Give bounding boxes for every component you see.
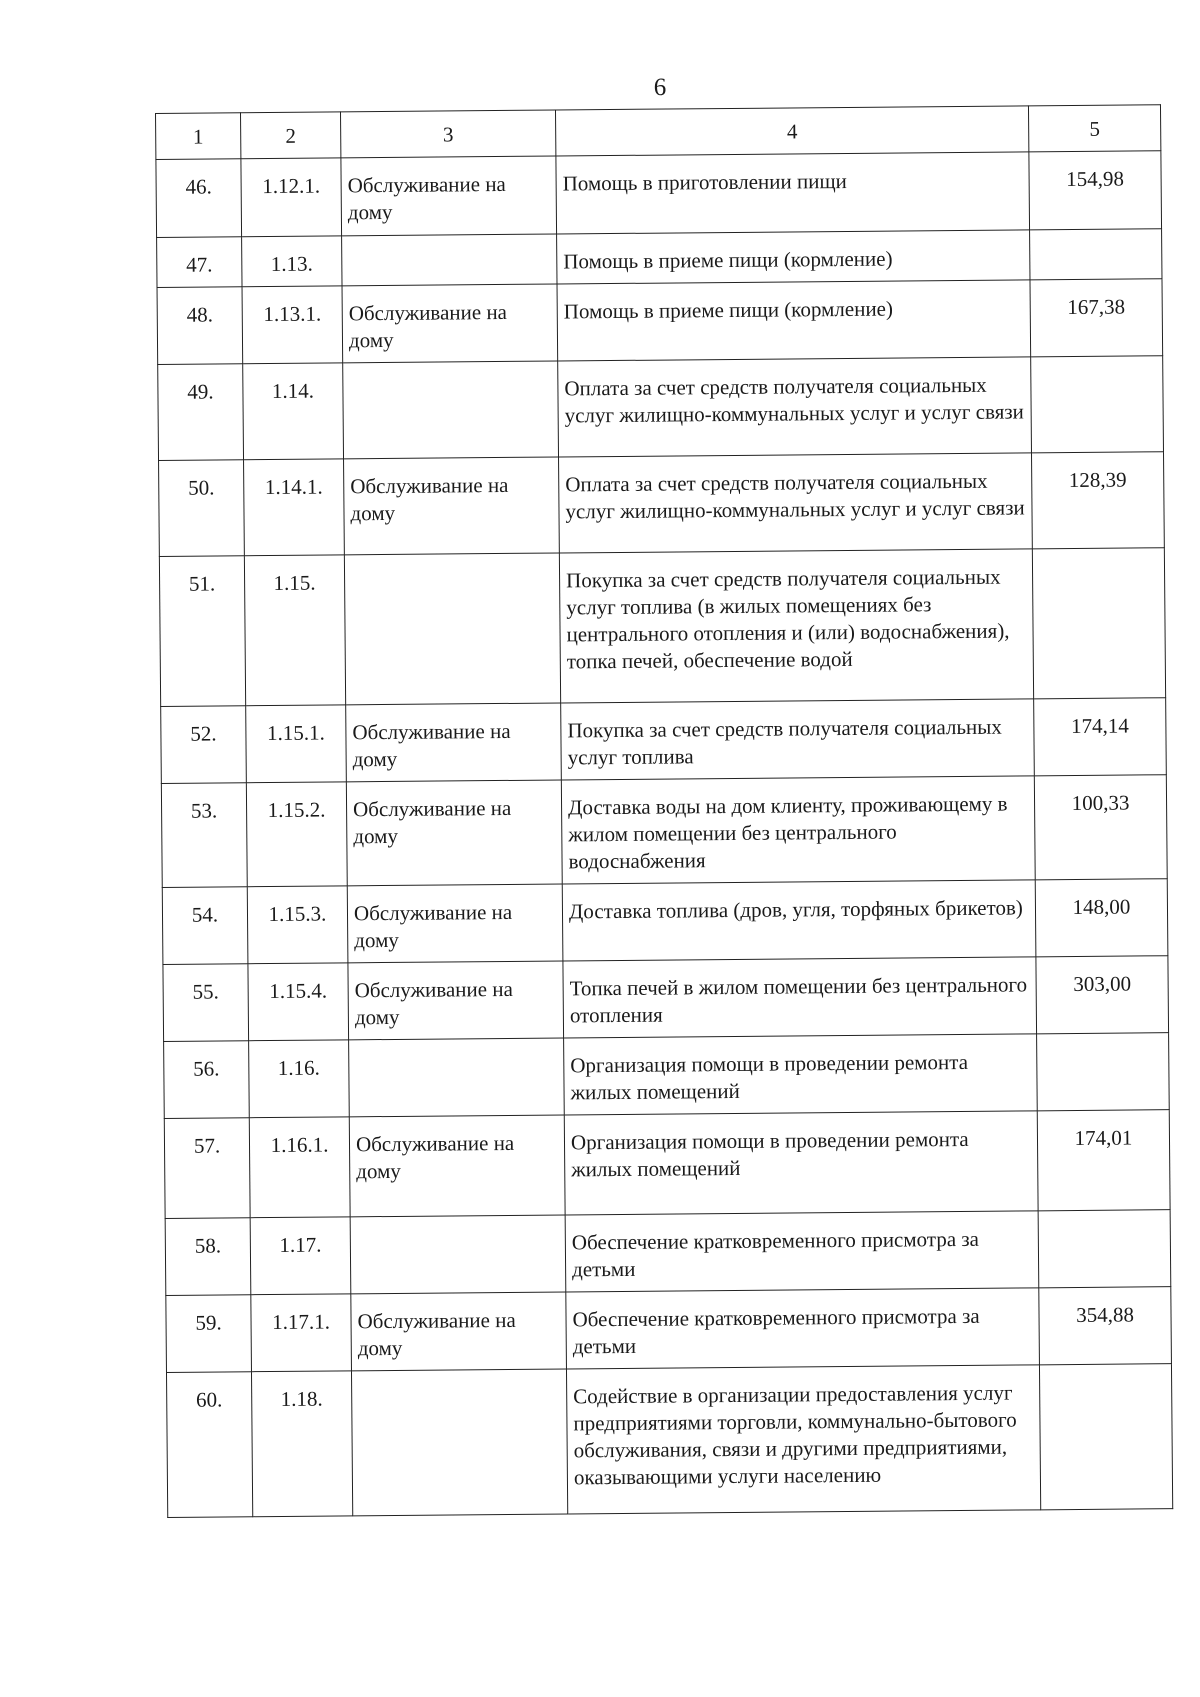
row-code: 1.16.1.: [249, 1117, 350, 1218]
table-row: [164, 1110, 1170, 1219]
row-service: Топка печей в жилом помещении без центрального отопления: [563, 957, 1037, 1038]
header-col-5: 5: [1028, 105, 1160, 152]
row-service: Покупка за счет средств получателя социальных услуг топлива (в жилых помещениях без центрального отопления и (или) водоснабжения), топка печей, обеспечение водой: [559, 549, 1033, 703]
row-price: 154,98: [1029, 151, 1162, 230]
row-code: 1.14.1.: [244, 459, 345, 556]
table-row: [157, 279, 1163, 365]
row-service: Организация помощи в проведении ремонта жилых помещений: [564, 1111, 1038, 1215]
header-col-4: 4: [555, 106, 1028, 156]
row-code: 1.17.: [250, 1217, 351, 1295]
row-price: 167,38: [1030, 279, 1163, 357]
row-form: [342, 234, 557, 286]
row-number: 53.: [161, 783, 247, 888]
row-number: 47.: [157, 237, 242, 288]
row-service: Помощь в приготовлении пищи: [556, 152, 1030, 234]
row-code: 1.18.: [251, 1371, 352, 1517]
row-price: 128,39: [1031, 452, 1164, 549]
table-row: [158, 356, 1164, 461]
row-price: 148,00: [1035, 879, 1168, 957]
row-code: 1.15.1.: [246, 705, 347, 783]
row-price: [1030, 229, 1162, 280]
table-row: [166, 1364, 1172, 1518]
page-number: 6: [653, 74, 667, 101]
row-code: 1.15.3.: [247, 886, 348, 964]
row-form: Обслуживание на дому: [351, 1292, 567, 1371]
row-service: Обеспечение кратковременного присмотра за детьми: [565, 1211, 1039, 1292]
row-price: 100,33: [1034, 775, 1167, 880]
table-row: [159, 548, 1165, 707]
row-service: Содействие в организации предоставления услуг предприятиями торговли, коммунально-бытового обслуживания, связи и другими предприятиями, оказывающими услуги населению: [566, 1365, 1040, 1514]
row-form: Обслуживание на дому: [348, 961, 564, 1040]
services-table: [155, 104, 1173, 1518]
row-price: [1032, 548, 1165, 699]
table-row: [156, 151, 1162, 238]
row-form: Обслуживание на дому: [346, 780, 562, 886]
services-table-wrapper: [155, 104, 1172, 1518]
row-number: 51.: [159, 556, 245, 707]
row-price: 174,14: [1034, 698, 1167, 776]
table-row: [161, 775, 1167, 888]
row-code: 1.12.1.: [241, 158, 342, 237]
row-code: 1.17.1.: [251, 1294, 352, 1372]
table-row: [161, 698, 1167, 784]
row-price: 303,00: [1036, 956, 1169, 1034]
row-price: [1037, 1033, 1170, 1111]
row-service: Покупка за счет средств получателя социальных услуг топлива: [561, 699, 1035, 780]
row-number: 55.: [163, 964, 249, 1042]
table-row: [162, 879, 1168, 965]
row-code: 1.16.: [249, 1040, 350, 1118]
header-col-2: 2: [241, 112, 341, 159]
row-form: [350, 1215, 566, 1294]
row-form: [343, 361, 559, 459]
row-price: [1031, 356, 1164, 453]
row-code: 1.13.1.: [242, 286, 343, 364]
row-form: [351, 1369, 567, 1516]
table-body: [156, 151, 1173, 1518]
row-number: 54.: [162, 887, 248, 965]
row-number: 60.: [166, 1372, 252, 1518]
row-service: Оплата за счет средств получателя социальных услуг жилищно-коммунальных услуг и услуг связи: [559, 453, 1033, 553]
row-code: 1.15.: [244, 555, 345, 706]
row-number: 48.: [157, 287, 243, 365]
row-number: 46.: [156, 159, 242, 238]
row-service: Оплата за счет средств получателя социальных услуг жилищно-коммунальных услуг и услуг связи: [558, 357, 1032, 457]
row-number: 50.: [159, 460, 245, 557]
row-number: 57.: [164, 1118, 250, 1219]
row-price: 174,01: [1037, 1110, 1170, 1211]
row-service: Доставка воды на дом клиенту, проживающему в жилом помещении без центрального водоснабжения: [561, 776, 1035, 884]
row-number: 59.: [166, 1295, 252, 1373]
row-form: Обслуживание на дому: [342, 284, 558, 363]
row-form: Обслуживание на дому: [347, 884, 563, 963]
row-code: 1.14.: [243, 363, 344, 460]
row-price: [1039, 1364, 1172, 1510]
row-code: 1.15.2.: [246, 782, 347, 887]
row-form: Обслуживание на дому: [349, 1115, 565, 1217]
row-form: [349, 1038, 565, 1117]
row-service: Организация помощи в проведении ремонта жилых помещений: [564, 1034, 1038, 1115]
header-col-1: 1: [156, 113, 241, 160]
row-code: 1.13.: [242, 236, 342, 287]
table-row: [166, 1287, 1172, 1373]
row-number: 52.: [161, 706, 247, 784]
row-form: Обслуживание на дому: [344, 457, 560, 555]
table-row: [157, 229, 1162, 288]
row-form: Обслуживание на дому: [346, 703, 562, 782]
row-service: Помощь в приеме пищи (кормление): [557, 230, 1030, 284]
row-price: [1038, 1210, 1171, 1288]
table-row: [164, 1033, 1170, 1119]
table-row: [165, 1210, 1171, 1296]
header-col-3: 3: [340, 110, 555, 158]
row-price: 354,88: [1039, 1287, 1172, 1365]
table-row: [163, 956, 1169, 1042]
row-service: Помощь в приеме пищи (кормление): [557, 280, 1031, 361]
row-number: 58.: [165, 1218, 251, 1296]
row-code: 1.15.4.: [248, 963, 349, 1041]
row-form: [344, 553, 560, 705]
table-row: [159, 452, 1165, 557]
row-number: 56.: [164, 1041, 250, 1119]
row-form: Обслуживание на дому: [341, 156, 557, 236]
row-service: Обеспечение кратковременного присмотра за детьми: [566, 1288, 1040, 1369]
row-number: 49.: [158, 364, 244, 461]
row-service: Доставка топлива (дров, угля, торфяных брикетов): [562, 880, 1036, 961]
